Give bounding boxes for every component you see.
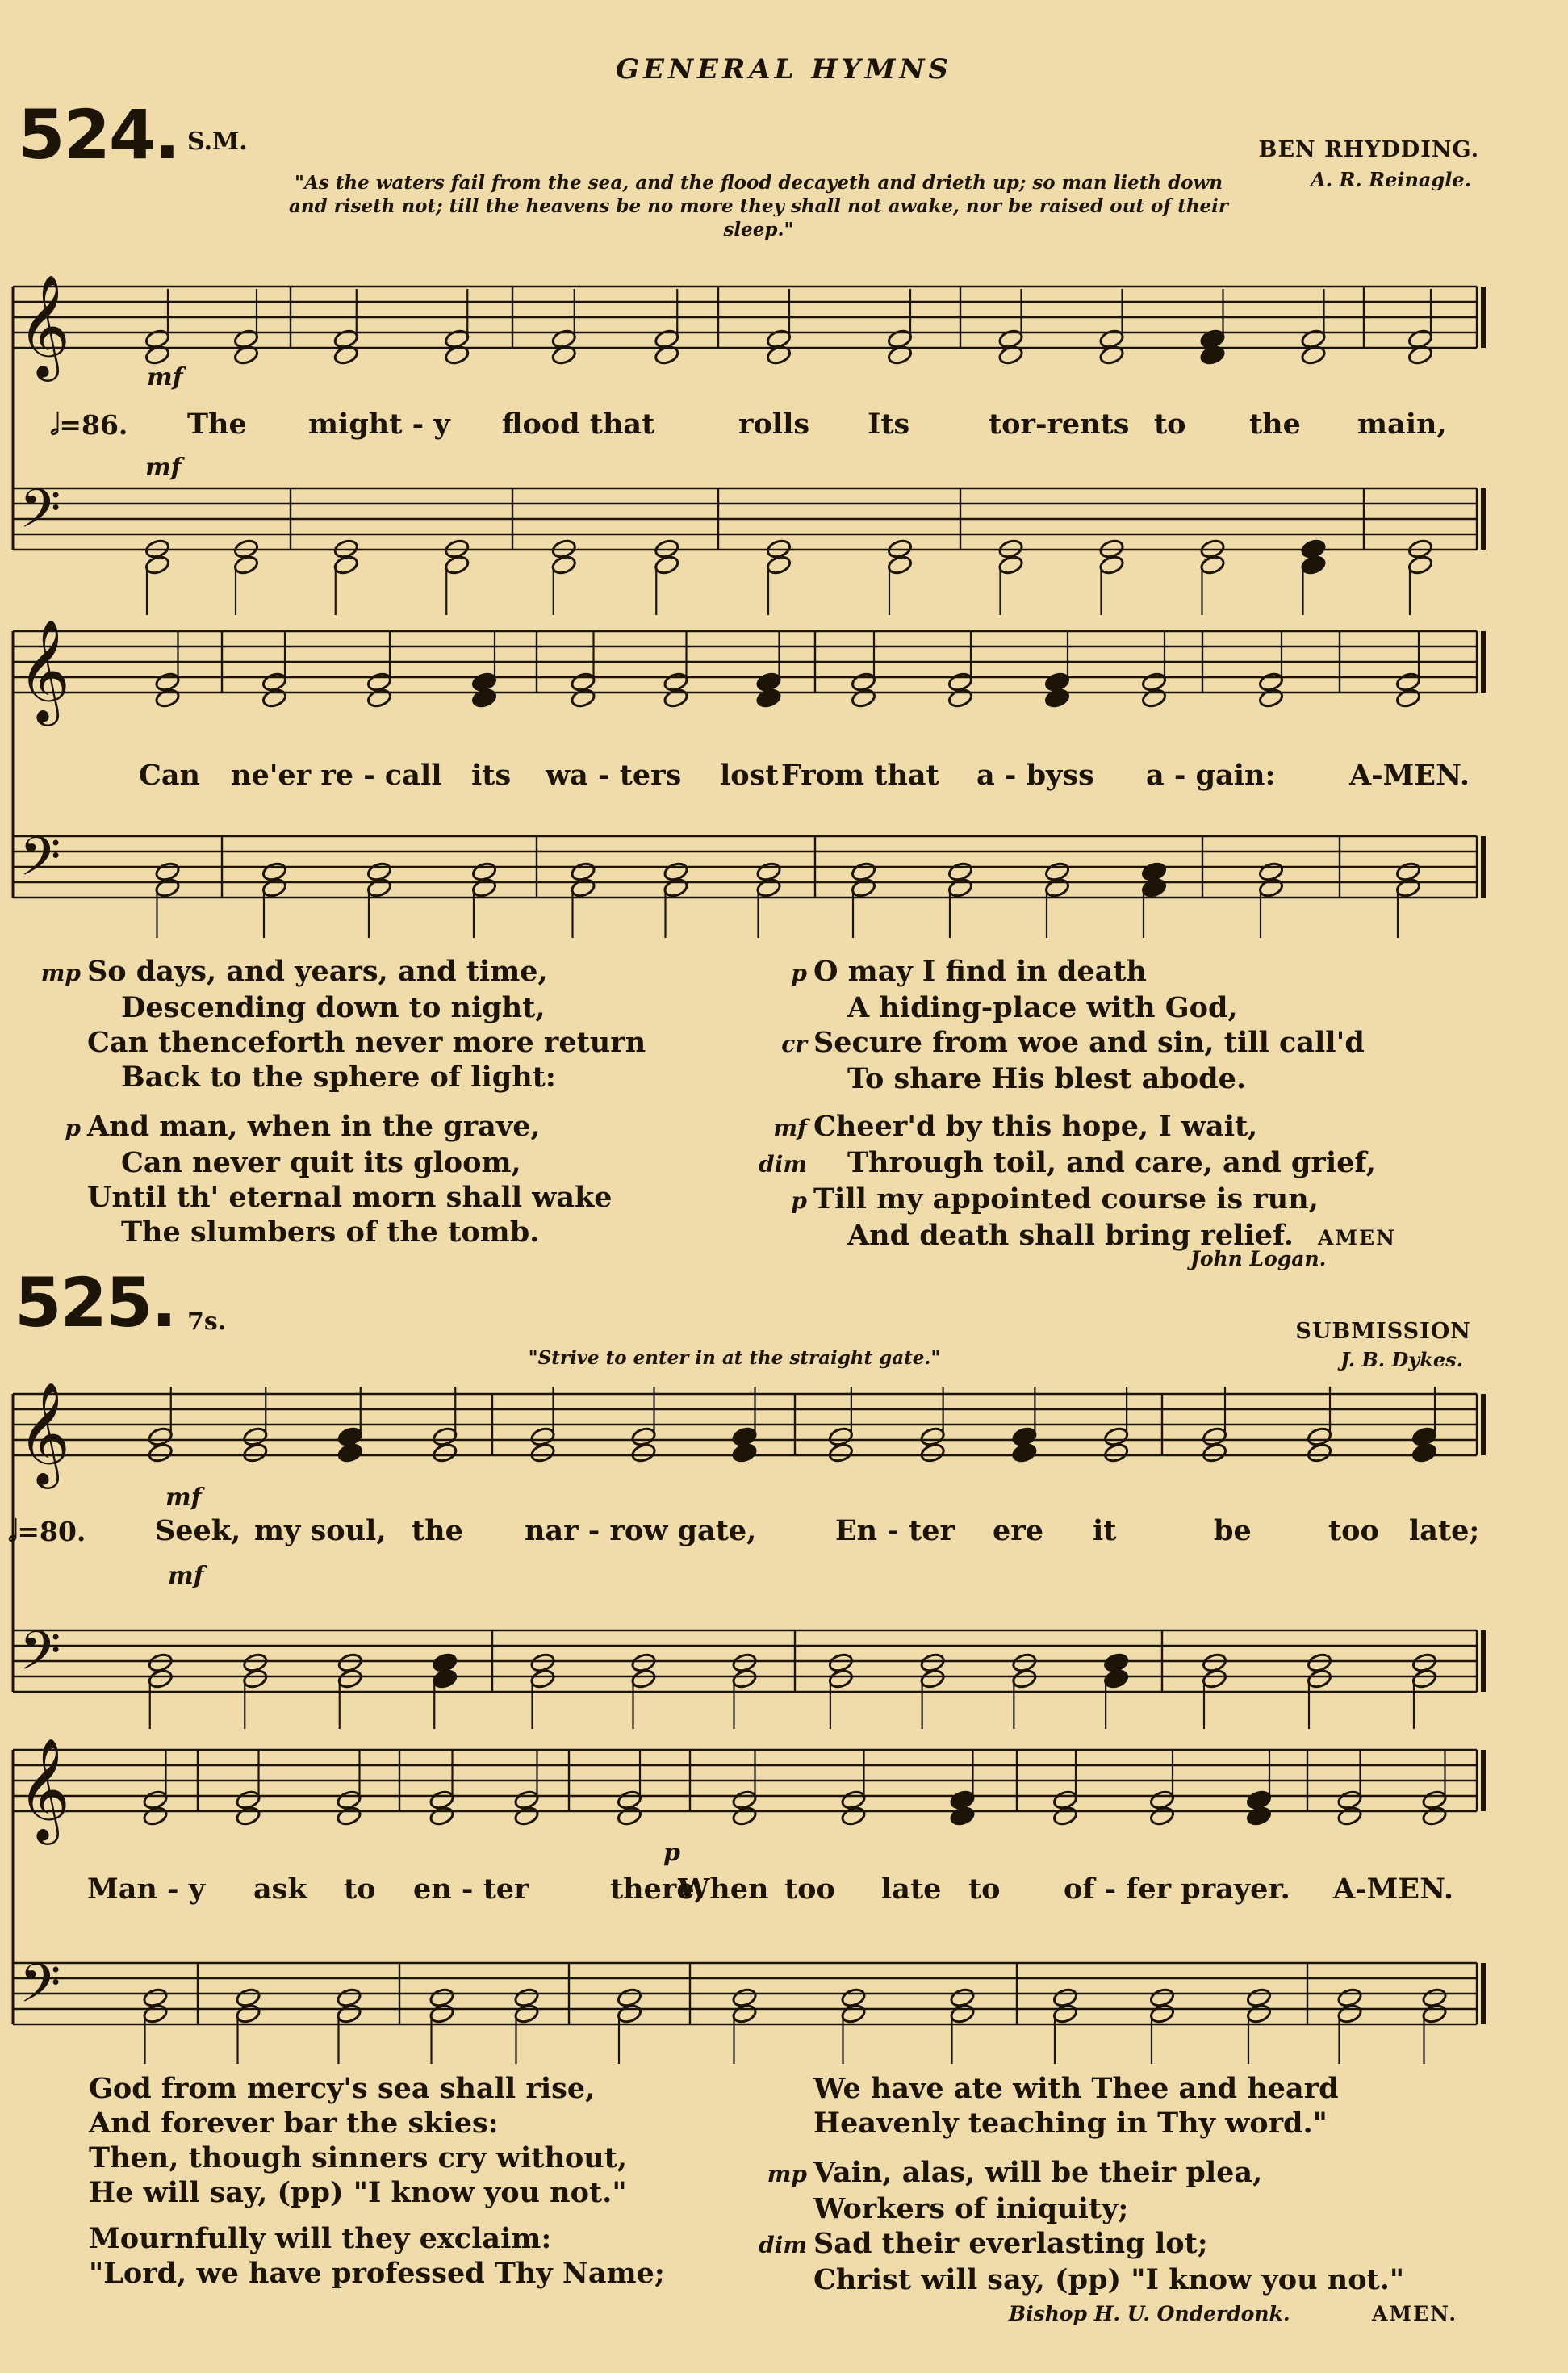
note-head <box>1307 1442 1332 1463</box>
hymn-meter: S.M. <box>187 128 248 156</box>
lyric-syllable: there, <box>610 1873 705 1906</box>
dynamic-marking: mf <box>145 454 182 482</box>
verse-line: Back to the sphere of light: <box>121 1061 556 1094</box>
verse-line: Heavenly teaching in Thy word." <box>813 2107 1328 2140</box>
note-head <box>828 1442 854 1463</box>
lyric-syllable: A-MEN. <box>1333 1873 1454 1906</box>
lyric-syllable: rolls <box>738 408 810 441</box>
hymn-meter: 7s. <box>187 1308 227 1336</box>
dynamic-marking: mf <box>147 363 183 391</box>
lyric-syllable: my soul, <box>254 1514 387 1547</box>
note-head <box>471 877 497 898</box>
lyric-syllable: A-MEN. <box>1349 759 1470 792</box>
treble-clef: 𝄞 <box>18 1737 71 1840</box>
note-head <box>947 688 973 709</box>
verse-line: O may I find in death <box>813 955 1147 988</box>
note-head <box>1011 1668 1037 1689</box>
lyric-syllable: ne'er re - call <box>231 759 442 792</box>
note-head <box>242 1668 268 1689</box>
lyric-syllable: tor-rents <box>989 408 1130 441</box>
note-head <box>1246 1806 1272 1827</box>
lyric-syllable: a - gain: <box>1146 759 1276 792</box>
amen-marker: AMEN <box>1317 1226 1396 1249</box>
tune-name: BEN RHYDDING. <box>1258 137 1479 162</box>
lyric-syllable: a - byss <box>976 759 1094 792</box>
verse-line: Can thenceforth never more return <box>87 1026 646 1059</box>
dynamic-marking: mf <box>165 1484 202 1512</box>
note-head <box>154 877 180 898</box>
verse-line: Secure from woe and sin, till call'd <box>813 1026 1365 1059</box>
verse-line: "Lord, we have professed Thy Name; <box>89 2257 665 2290</box>
hymn-author: Bishop H. U. Onderdonk. <box>1009 2302 1290 2325</box>
note-head <box>1411 1442 1437 1463</box>
verse-stanza <box>32 954 646 1094</box>
note-head <box>1336 2003 1362 2024</box>
verse-stanza <box>89 2071 627 2210</box>
dynamic-marking: cr <box>781 1031 807 1057</box>
note-head <box>513 2003 539 2024</box>
lyric-syllable: ask <box>253 1873 307 1906</box>
note-head <box>1411 1668 1437 1689</box>
note-head <box>919 1668 945 1689</box>
lyric-syllable: the <box>412 1514 463 1547</box>
verse-line: To share His blest abode. <box>847 1062 1247 1095</box>
lyric-syllable: nar - row gate, <box>525 1514 757 1547</box>
verse-line: He will say, (pp) "I know you not." <box>89 2176 627 2209</box>
note-head <box>444 555 470 575</box>
note-head <box>148 1668 174 1689</box>
note-head <box>142 2003 168 2024</box>
dynamic-marking: p <box>791 1187 807 1214</box>
note-head <box>828 1668 854 1689</box>
note-head <box>654 555 679 575</box>
note-head <box>1011 1442 1037 1463</box>
note-head <box>513 1806 539 1827</box>
note-head <box>148 1442 174 1463</box>
note-head <box>432 1442 458 1463</box>
note-head <box>337 1668 363 1689</box>
verse-line: God from mercy's sea shall rise, <box>89 2072 596 2105</box>
note-head <box>154 688 180 709</box>
note-head <box>1421 2003 1447 2024</box>
lyric-syllable: might - y <box>308 408 450 441</box>
note-head <box>766 555 792 575</box>
treble-clef: 𝄞 <box>18 1381 71 1484</box>
verse-line: Descending down to night, <box>121 991 546 1024</box>
note-head <box>1395 688 1421 709</box>
amen-marker: AMEN. <box>1372 2302 1458 2325</box>
note-head <box>731 1806 757 1827</box>
note-head <box>429 1806 454 1827</box>
lyric-syllable: too <box>784 1873 835 1906</box>
note-head <box>1149 1806 1175 1827</box>
note-head <box>142 1806 168 1827</box>
verse-line: Until th' eternal morn shall wake <box>87 1181 613 1214</box>
note-head <box>997 555 1023 575</box>
note-head <box>755 877 781 898</box>
bass-clef: 𝄢 <box>19 1952 61 2028</box>
note-head <box>333 555 359 575</box>
lyric-syllable: to <box>968 1873 1001 1906</box>
note-head <box>731 1442 757 1463</box>
note-head <box>471 688 497 709</box>
note-head <box>630 1442 656 1463</box>
verse-line: And death shall bring relief. <box>847 1219 1294 1252</box>
note-head <box>1300 555 1326 575</box>
note-head <box>755 688 781 709</box>
lyric-syllable: late; <box>1409 1514 1480 1547</box>
verse-line: We have ate with Thee and heard <box>813 2072 1339 2105</box>
verse-line: The slumbers of the tomb. <box>121 1216 540 1249</box>
note-head <box>1044 688 1070 709</box>
note-head <box>366 688 392 709</box>
note-head <box>1307 1668 1332 1689</box>
treble-clef: 𝄞 <box>18 618 71 722</box>
note-head <box>731 1668 757 1689</box>
lyric-syllable: late <box>881 1873 942 1906</box>
note-head <box>617 1806 642 1827</box>
hymn-number: 524. <box>18 95 179 174</box>
verse-line: Then, though sinners cry without, <box>89 2141 628 2174</box>
note-head <box>663 688 688 709</box>
note-head <box>617 2003 642 2024</box>
note-head <box>663 877 688 898</box>
scripture-epigraph: "As the waters fail from the sea, and the flood decayeth and drieth up; so man lieth down and riseth not; till the heavens be no more they shall not awake, nor be raised out of their sleep." <box>288 172 1229 241</box>
metronome-marking <box>8 1514 86 1549</box>
lyric-syllable: When <box>678 1873 769 1906</box>
note-head <box>1149 2003 1175 2024</box>
note-head <box>1202 1442 1227 1463</box>
half-note-icon: 𝅗𝅥 <box>8 1514 18 1548</box>
note-head <box>551 555 577 575</box>
verse-line: Cheer'd by this hope, I wait, <box>813 1110 1258 1143</box>
dynamic-marking: mf <box>773 1115 807 1141</box>
note-head <box>242 1442 268 1463</box>
verse-line: Till my appointed course is run, <box>813 1182 1319 1216</box>
note-head <box>1199 555 1225 575</box>
lyric-syllable: too <box>1328 1514 1379 1547</box>
metronome-value: =80. <box>17 1516 86 1547</box>
note-head <box>1052 1806 1078 1827</box>
dynamic-marking: mf <box>168 1562 204 1590</box>
hymn-number: 525. <box>15 1263 176 1342</box>
note-head <box>731 2003 757 2024</box>
verse-stanza <box>759 2155 1404 2297</box>
dynamic-marking: p <box>663 1839 680 1867</box>
note-head <box>851 877 876 898</box>
verse-line: Workers of iniquity; <box>813 2192 1129 2225</box>
verse-line: And man, when in the grave, <box>87 1110 541 1143</box>
verse-line: And forever bar the skies: <box>89 2107 499 2140</box>
verse-stanza <box>32 1109 613 1249</box>
note-head <box>1103 1668 1129 1689</box>
lyric-syllable: The <box>187 408 247 441</box>
note-head <box>570 877 596 898</box>
verse-line: Christ will say, (pp) "I know you not." <box>813 2263 1405 2296</box>
half-note-icon: 𝅗𝅥 <box>50 408 60 442</box>
note-head <box>887 555 913 575</box>
note-head <box>1141 688 1167 709</box>
note-head <box>336 1806 362 1827</box>
verse-stanza <box>759 1109 1396 1255</box>
bass-clef: 𝄢 <box>19 1620 61 1695</box>
verse-stanza <box>89 2221 665 2291</box>
note-head <box>261 877 287 898</box>
lyric-syllable: to <box>344 1873 376 1906</box>
bass-clef: 𝄢 <box>19 826 61 901</box>
lyric-syllable: main, <box>1357 408 1447 441</box>
verse-line: Mournfully will they exclaim: <box>89 2222 552 2255</box>
dynamic-marking: dim <box>759 2232 807 2258</box>
lyric-syllable: en - ter <box>413 1873 529 1906</box>
note-head <box>429 2003 454 2024</box>
lyric-syllable: its <box>471 759 512 792</box>
dynamic-marking: mp <box>767 2161 807 2187</box>
note-head <box>840 2003 866 2024</box>
note-head <box>570 688 596 709</box>
verse-line: Can never quit its gloom, <box>121 1146 521 1179</box>
note-head <box>1052 2003 1078 2024</box>
note-head <box>630 1668 656 1689</box>
verse-line: Through toil, and care, and grief, <box>847 1146 1376 1179</box>
note-head <box>366 877 392 898</box>
note-head <box>235 2003 261 2024</box>
note-head <box>851 688 876 709</box>
verse-line: Sad their everlasting lot; <box>813 2227 1208 2260</box>
lyric-syllable: it <box>1093 1514 1117 1547</box>
lyric-syllable: Can <box>139 759 200 792</box>
note-head <box>233 555 259 575</box>
note-head <box>261 688 287 709</box>
note-head <box>235 1806 261 1827</box>
note-head <box>947 877 973 898</box>
note-head <box>919 1442 945 1463</box>
composer: J. B. Dykes. <box>1340 1348 1463 1371</box>
note-head <box>1395 877 1421 898</box>
lyric-syllable: of - fer prayer. <box>1064 1873 1290 1906</box>
note-head <box>529 1442 555 1463</box>
lyric-syllable: Man - y <box>87 1873 206 1906</box>
note-head <box>337 1442 363 1463</box>
page-header: GENERAL HYMNS <box>616 53 952 86</box>
lyric-syllable: En - ter <box>835 1514 955 1547</box>
metronome-marking <box>50 408 128 442</box>
note-head <box>1407 555 1433 575</box>
note-head <box>949 2003 975 2024</box>
note-head <box>1103 1442 1129 1463</box>
bass-clef: 𝄢 <box>19 478 61 553</box>
note-head <box>1421 1806 1447 1827</box>
note-head <box>1258 688 1284 709</box>
note-head <box>949 1806 975 1827</box>
metronome-value: =86. <box>59 409 128 441</box>
lyric-syllable: lost <box>720 759 779 792</box>
lyric-syllable: Its <box>868 408 910 441</box>
lyric-syllable: wa - ters <box>546 759 682 792</box>
note-head <box>1141 877 1167 898</box>
note-head <box>1098 555 1124 575</box>
composer: A. R. Reinagle. <box>1311 168 1471 191</box>
note-head <box>432 1668 458 1689</box>
lyric-syllable: to <box>1154 408 1186 441</box>
dynamic-marking: dim <box>759 1151 807 1178</box>
tune-name: SUBMISSION <box>1295 1319 1471 1344</box>
treble-clef: 𝄞 <box>18 274 71 377</box>
verse-stanza <box>759 954 1365 1096</box>
verse-line: So days, and years, and time, <box>87 955 548 988</box>
lyric-syllable: the <box>1249 408 1301 441</box>
verse-line: Vain, alas, will be their plea, <box>813 2156 1263 2189</box>
note-head <box>336 2003 362 2024</box>
note-head <box>1044 877 1070 898</box>
lyric-syllable: flood that <box>502 408 655 441</box>
note-head <box>1246 2003 1272 2024</box>
dynamic-marking: p <box>791 960 807 986</box>
note-head <box>529 1668 555 1689</box>
lyric-syllable: From that <box>781 759 939 792</box>
lyric-syllable: be <box>1214 1514 1252 1547</box>
note-head <box>144 555 170 575</box>
note-head <box>1202 1668 1227 1689</box>
note-head <box>840 1806 866 1827</box>
verse-stanza <box>759 2071 1339 2141</box>
lyric-syllable: Seek, <box>155 1514 241 1547</box>
scripture-epigraph: "Strive to enter in at the straight gate." <box>528 1347 941 1369</box>
hymn-author: John Logan. <box>1190 1247 1327 1270</box>
note-head <box>1336 1806 1362 1827</box>
verse-line: A hiding-place with God, <box>847 991 1238 1024</box>
dynamic-marking: p <box>65 1115 81 1141</box>
dynamic-marking: mp <box>40 960 81 986</box>
note-head <box>1258 877 1284 898</box>
lyric-syllable: ere <box>993 1514 1043 1547</box>
